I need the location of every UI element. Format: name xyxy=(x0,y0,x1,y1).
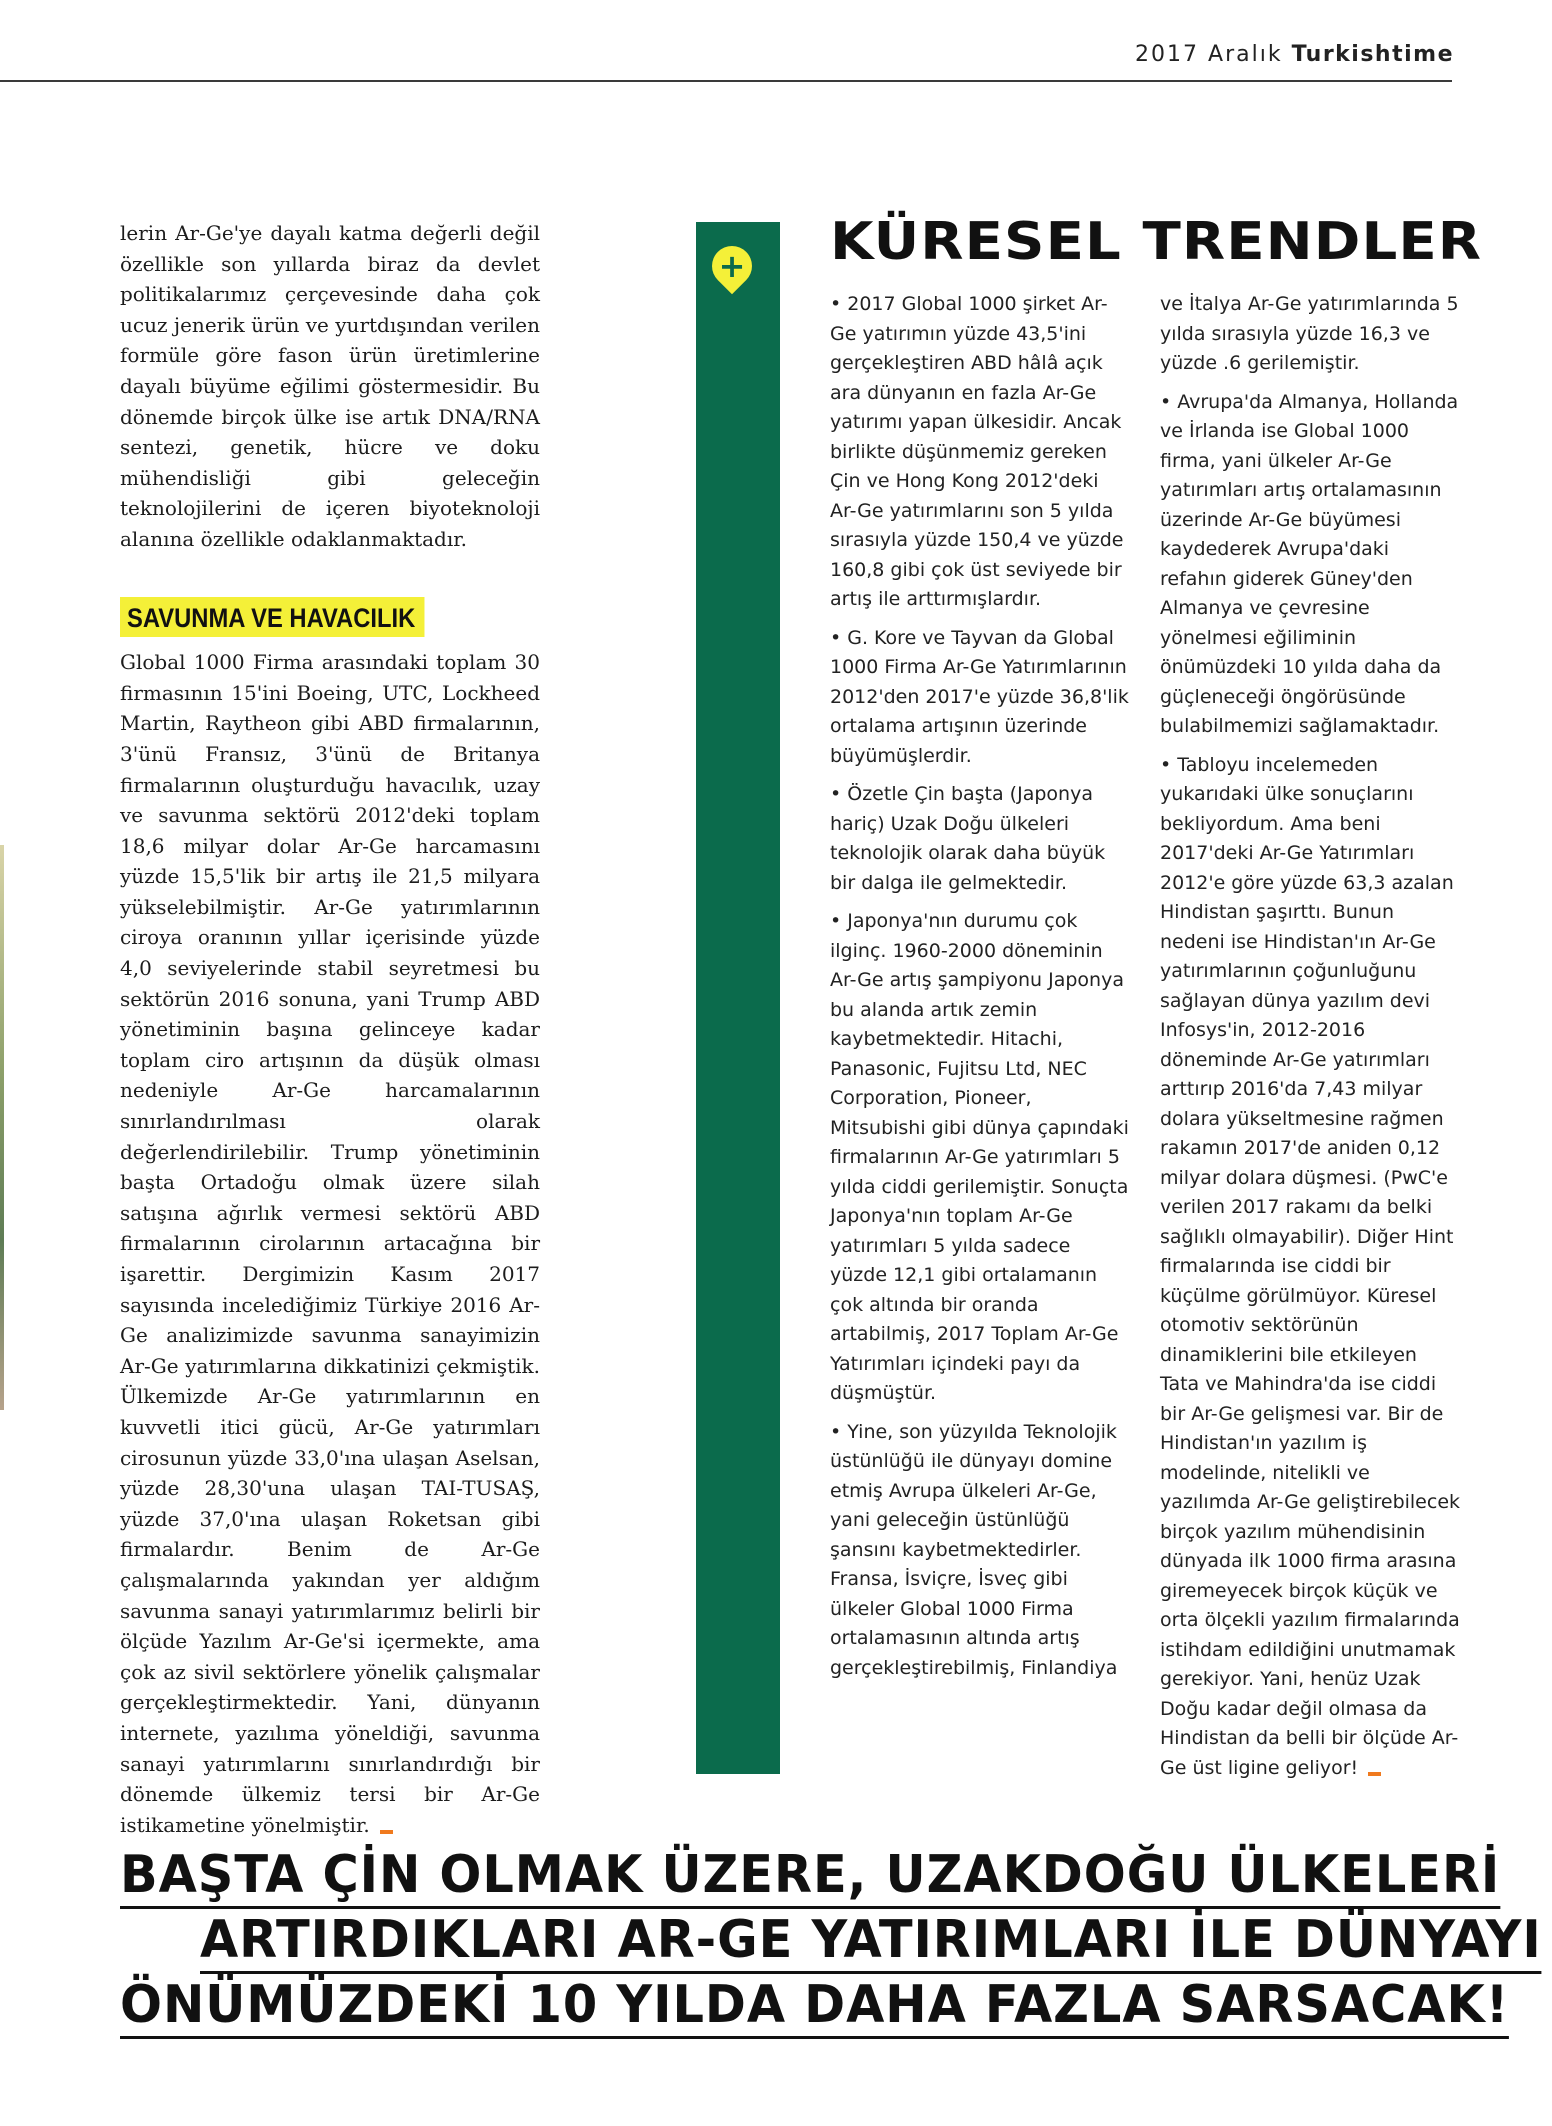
end-mark-icon xyxy=(1368,1772,1381,1776)
section-heading-defense: SAVUNMA VE HAVACILIK xyxy=(120,597,424,638)
left-edge-photo-strip xyxy=(0,845,4,1410)
header-date: 2017 Aralık xyxy=(1135,42,1283,67)
sidebar-bullet: • Japonya'nın durumu çok ilginç. 1960-2000 döneminin Ar-Ge artış şampiyonu Japonya bu alanda artık zemin kaybetmektedir. Hitachi, Panasonic, Fujitsu Ltd, NEC Corporation, Pioneer, Mitsubishi gibi dünya çapındaki firmalarının Ar-Ge yatırımları 5 yılda ciddi gerilemiştir. Sonuçta Japonya'nın toplam Ar-Ge yatırımları 5 yılda sadece yüzde 12,1 gibi ortalamanın çok altında bir oranda artabilmiş, 2017 Toplam Ar-Ge Yatırımları içindeki payı da düşmüştür. xyxy=(830,910,1129,1404)
sidebar-bullet-text: • Tabloyu incelemeden yukarıdaki ülke sonuçlarını bekliyordum. Ama beni 2017'deki Ar-Ge Yatırımları 2012'e göre yüzde 63,3 azalan Hindistan şaşırttı. Bunun nedeni ise Hindistan'ın Ar-Ge yatırımlarının çoğunluğunu sağlayan dünya yazılım devi Infosys'in, 2012-2016 döneminde Ar-Ge yatırımları arttırıp 2016'da 7,43 milyar dolara yükseltmesine rağmen rakamın 2017'de aniden 0,12 milyar dolara düşmesi. (PwC'e verilen 2017 rakamı da belki sağlıklı olmayabilir). Diğer Hint firmalarında ise ciddi bir küçülme görülmüyor. Küresel otomotiv sektörünün dinamiklerini bile etkileyen Tata ve Mahindra'da ise ciddi bir Ar-Ge gelişmesi var. Bir de Hindistan'ın yazılım iş modelinde, nitelikli ve yazılımda Ar-Ge geliştirebilecek birçok yazılım mühendisinin dünyada ilk 1000 firma arasına giremeyecek birçok küçük ve orta ölçekli yazılım firmalarında istihdam edildiğini unutmamak gerekiyor. Yani, henüz Uzak Doğu kadar değil olmasa da Hindistan da belli bir ölçüde Ar-Ge üst ligine geliyor! xyxy=(1160,753,1461,1779)
pull-quote-line-1: BAŞTA ÇİN OLMAK ÜZERE, UZAKDOĞU ÜLKELERİ xyxy=(120,1844,1500,1909)
sidebar-bullet: • Yine, son yüzyılda Teknolojik üstünlüğü ile dünyayı domine etmiş Avrupa ülkeleri Ar-Ge, yani geleceğin üstünlüğü şansını kaybetmektedirler. Fransa, İsviçre, İsveç gibi ülkeler Global 1000 Firma ortalamasının altında artış gerçekleştirebilmiş, Finlandiya xyxy=(830,1420,1118,1679)
pull-quote-line-3: ÖNÜMÜZDEKİ 10 YILDA DAHA FAZLA SARSACAK! xyxy=(120,1974,1509,2039)
sidebar-column-1 xyxy=(830,290,1130,1692)
pull-quote-line-2: ARTIRDIKLARI AR-GE YATIRIMLARI İLE DÜNYAYI xyxy=(200,1909,1542,1974)
sidebar-bullet: • Avrupa'da Almanya, Hollanda ve İrlanda ise Global 1000 firma, yani ülkeler Ar-Ge yatırımları artış ortalamasının üzerinde Ar-Ge büyümesi kaydederek Avrupa'daki refahın giderek Güney'den Almanya ve çevresine yönelmesi eğiliminin önümüzdeki 10 yılda daha da güçleneceği öngörüsünde bulabilmemizi sağlamaktadır. xyxy=(1160,390,1459,737)
defense-paragraph-text: Global 1000 Firma arasındaki toplam 30 firmasının 15'ini Boeing, UTC, Lockheed Martin, Raytheon gibi ABD firmalarının, 3'ünü Fransız, 3'ünü de Britanya firmalarının oluşturduğu havacılık, uzay ve savunma sektörü 2012'deki toplam 18,6 milyar dolar Ar-Ge harcamasını yüzde 15,5'lik bir artış ile 21,5 milyara yükselebilmiştir. Ar-Ge yatırımlarının ciroya oranının yıllar içerisinde yüzde 4,0 seviyelerinde stabil seyretmesi bu sektörün 2016 sonuna, yani Trump ABD yönetiminin başına gelinceye kadar toplam ciro artışının da düşük olması nedeniyle Ar-Ge harcamalarının sınırlandırılması olarak değerlendirilebilir. Trump yönetiminin başta Ortadoğu olmak üzere silah satışına ağırlık vermesi sektörü ABD firmalarının cirolarının artacağına bir işarettir. Dergimizin Kasım 2017 sayısında incelediğimiz Türkiye 2016 Ar-Ge analizimizde savunma sanayimizin Ar-Ge yatırımlarına dikkatinizi çekmiştik. Ülkemizde Ar-Ge yatırımlarının en kuvvetli itici gücü, Ar-Ge yatırımları cirosunun yüzde 33,0'ına ulaşan Aselsan, yüzde 28,30'una ulaşan TAI-TUSAŞ, yüzde 37,0'ına ulaşan Roketsan gibi firmalardır. Benim de Ar-Ge çalışmalarında yakından yer aldığım savunma sanayi yatırımlarımız belirli bir ölçüde Yazılım Ar-Ge'si içermekte, ama çok az sivil sektörlere yönelik çalışmalar gerçekleştirmektedir. Yani, dünyanın internete, yazılıma yöneldiği, savunma sanayi yatırımlarını sınırlandırdığı bir dönemde ülkemiz tersi bir Ar-Ge istikametine yönelmiştir. xyxy=(120,650,540,1837)
sidebar-bullet: • G. Kore ve Tayvan da Global 1000 Firma Ar-Ge Yatırımlarının 2012'den 2017'e yüzde 36,8'lik ortalama artışının üzerinde büyümüşlerdir. xyxy=(830,626,1129,767)
page-header xyxy=(1135,42,1454,67)
sidebar-bullet: • Özetle Çin başta (Japonya hariç) Uzak Doğu ülkeleri teknolojik olarak daha büyük bir dalga ile gelmektedir. xyxy=(830,783,1106,894)
sidebar-bullet: • 2017 Global 1000 şirket Ar-Ge yatırımın yüzde 43,5'ini gerçekleştiren ABD hâlâ açık ara dünyanın en fazla Ar-Ge yatırımı yapan ülkesidir. Ancak birlikte düşünmemiz gereken Çin ve Hong Kong 2012'deki Ar-Ge yatırımlarını son 5 yılda sırasıyla yüzde 150,4 ve yüzde 160,8 gibi çok üst seviyede bir artış ile arttırmışlardır. xyxy=(830,293,1124,610)
pin-plus-symbol: + xyxy=(718,247,746,285)
header-rule xyxy=(0,80,1452,82)
left-column xyxy=(120,218,540,1840)
sidebar-bullet-last xyxy=(1160,751,1460,1784)
defense-paragraph xyxy=(120,647,540,1840)
sidebar-column-2 xyxy=(1160,290,1460,1792)
pull-quote xyxy=(120,1844,1552,2039)
header-brand: Turkishtime xyxy=(1291,42,1454,67)
sidebar-title: KÜRESEL TRENDLER xyxy=(830,212,1483,272)
sidebar-bullet: ve İtalya Ar-Ge yatırımlarında 5 yılda sırasıyla yüzde 16,3 ve yüzde .6 gerilemiştir. xyxy=(1160,293,1459,374)
end-mark-icon xyxy=(380,1830,393,1834)
sidebar-green-bar xyxy=(696,222,780,1774)
map-pin-plus-icon xyxy=(704,238,761,295)
intro-paragraph: lerin Ar-Ge'ye dayalı katma değerli değil özellikle son yıllarda biraz da devlet politikalarımız çerçevesinde daha çok ucuz jenerik ürün ve yurtdışından verilen formüle göre fason ürün üretimlerine dayalı büyüme eğilimi göstermesidir. Bu dönemde birçok ülke ise artık DNA/RNA sentezi, genetik, hücre ve doku mühendisliği gibi geleceğin teknolojilerini de içeren biyoteknoloji alanına özellikle odaklanmaktadır. xyxy=(120,221,540,551)
